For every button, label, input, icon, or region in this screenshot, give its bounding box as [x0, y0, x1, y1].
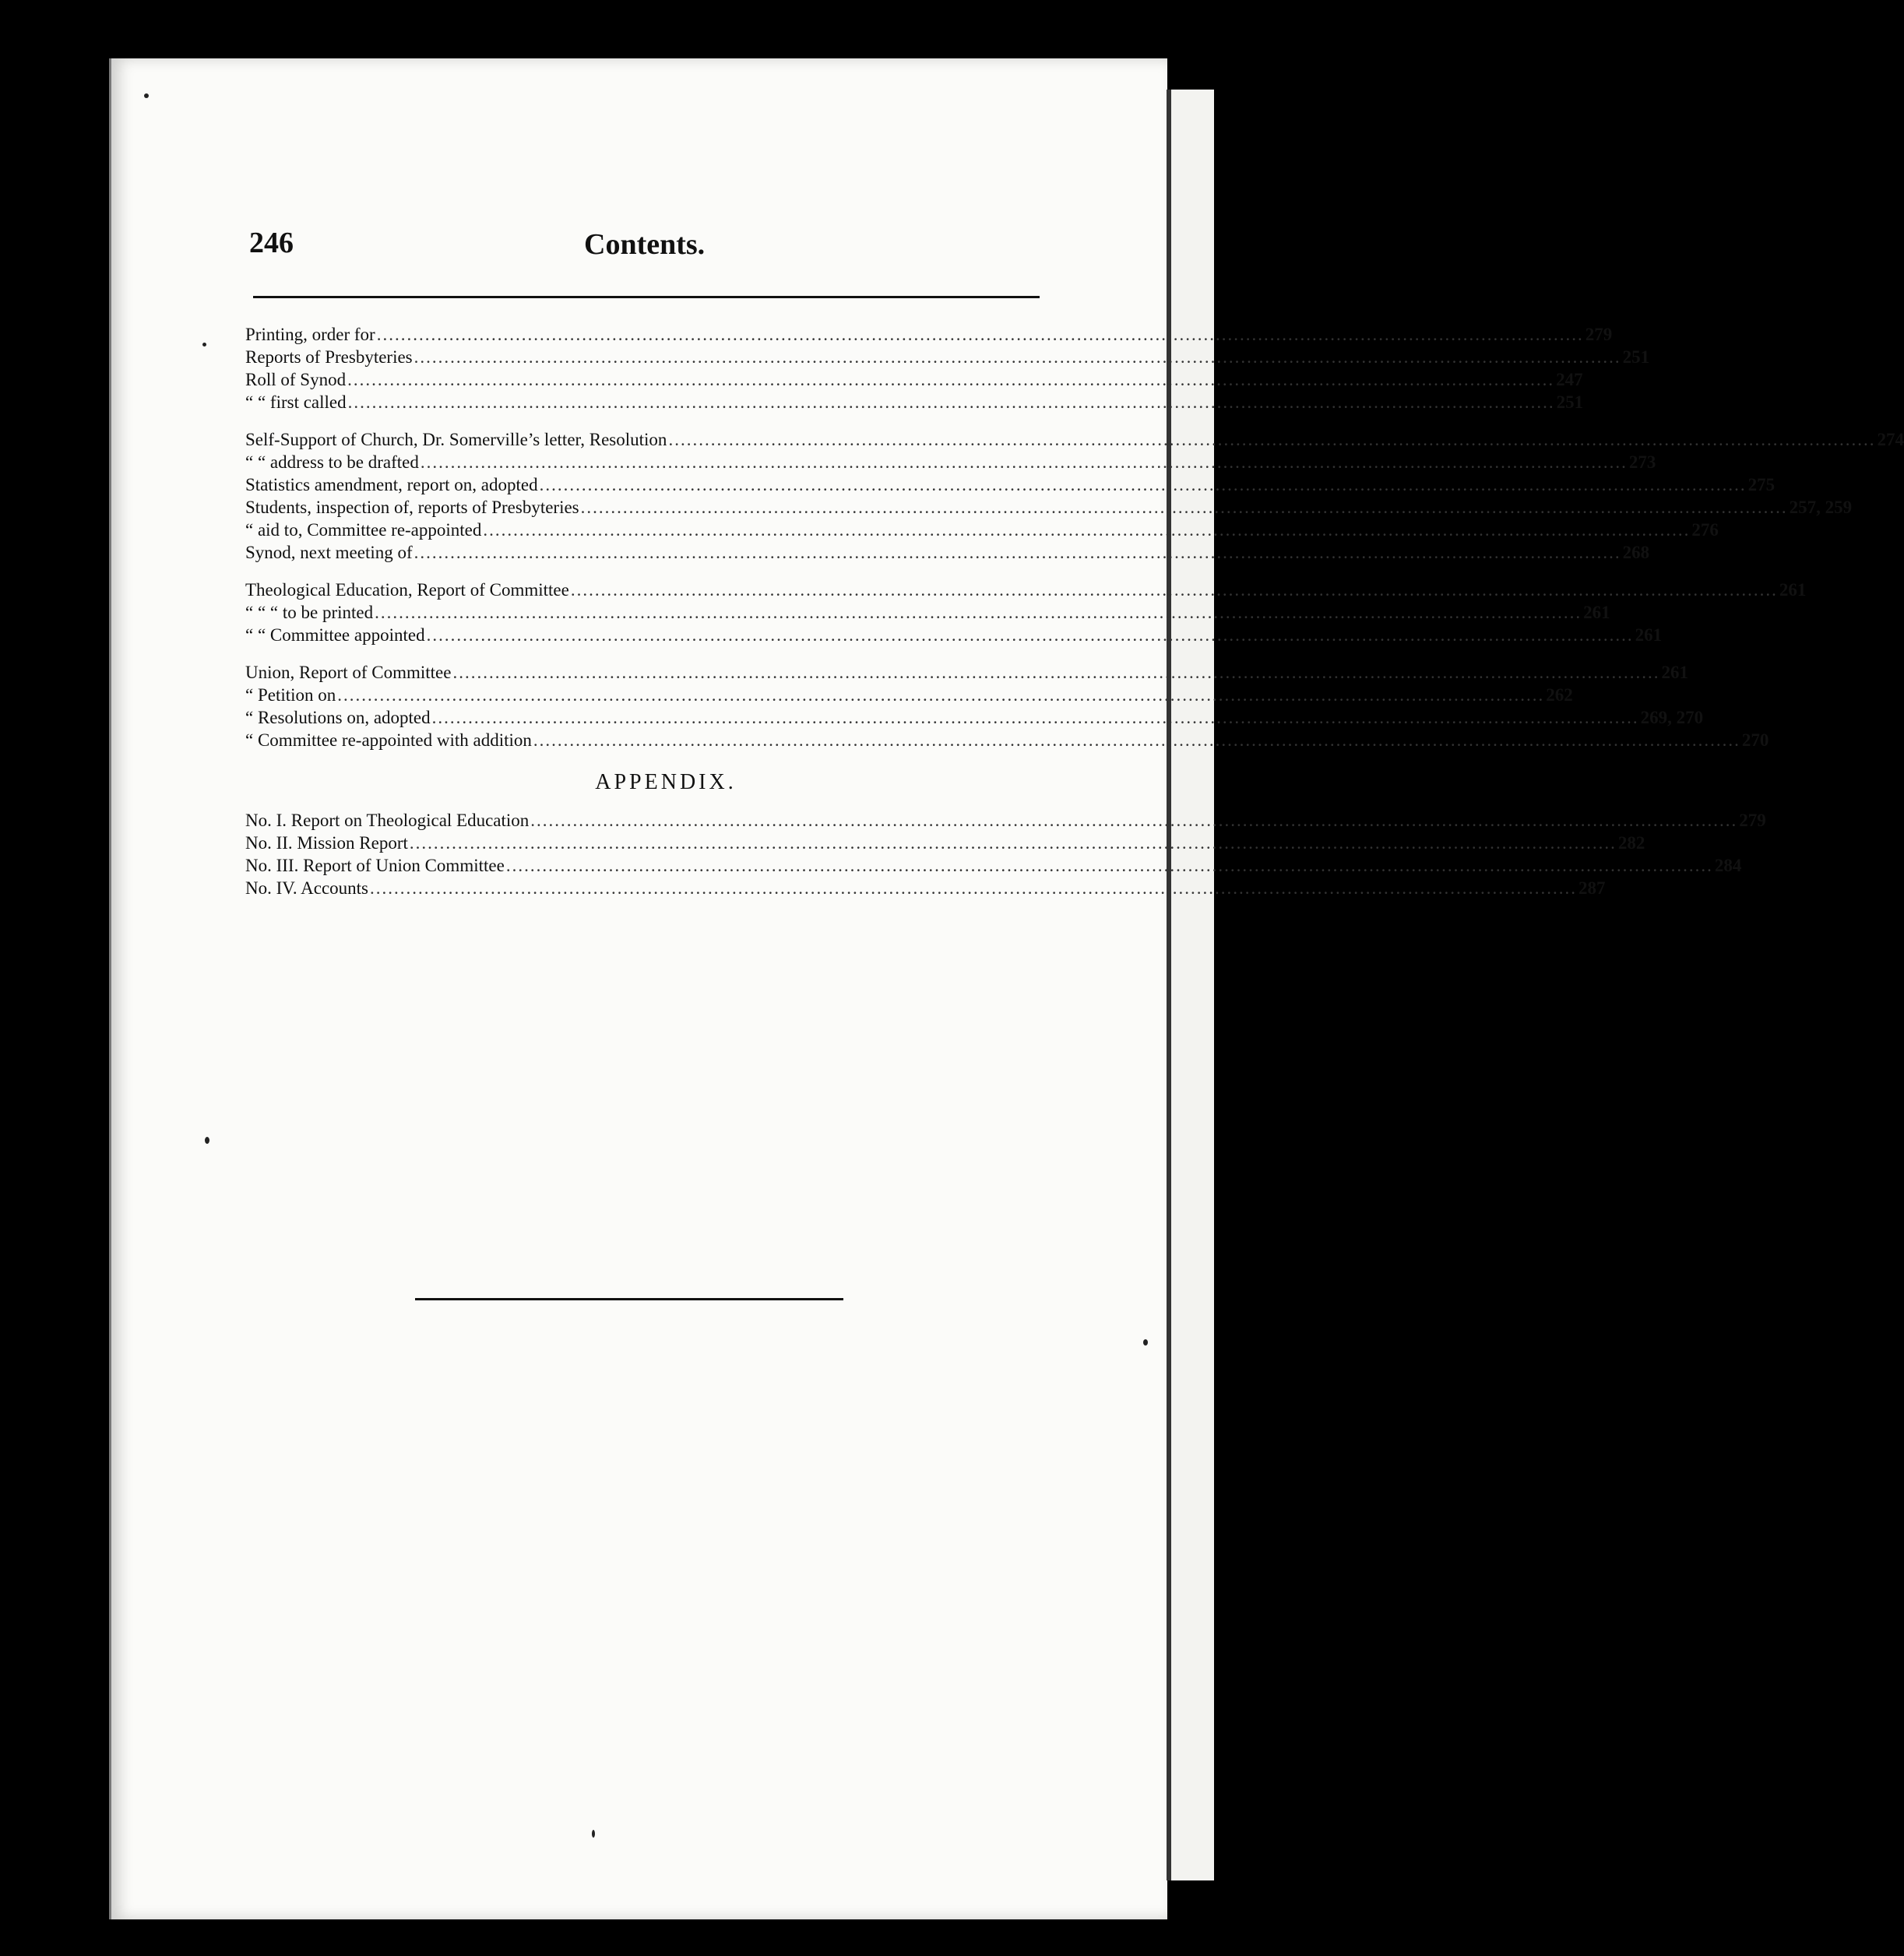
contents-entry [245, 809, 1766, 832]
contents-entry [245, 519, 1719, 541]
contents-group [245, 323, 1650, 413]
contents-group [245, 579, 1807, 646]
entry-page-number: 247 [1556, 370, 1583, 389]
entry-label: “ “ first called [245, 392, 347, 412]
entry-page-number: 284 [1714, 856, 1742, 875]
entry-label: Self-Support of Church, Dr. Somerville’s letter, Resolution [245, 430, 667, 449]
entry-page-number: 270 [1741, 730, 1769, 750]
entry-label: No. III. Report of Union Committee [245, 856, 505, 875]
dot-leader: ........................................................................................................................................................................................................ [483, 520, 1691, 540]
entry-label: “ Petition on [245, 685, 336, 705]
entry-page-number: 275 [1747, 475, 1776, 494]
dot-leader: ........................................................................................................................................................................................................ [409, 833, 1617, 853]
entry-page-number: 282 [1617, 833, 1645, 853]
entry-page-number: 261 [1583, 603, 1610, 622]
contents-entry [245, 346, 1650, 368]
page-title: Contents. [584, 228, 706, 261]
entry-label: “ Resolutions on, adopted [245, 708, 431, 727]
entry-label: Statistics amendment, report on, adopted [245, 475, 538, 494]
dot-leader: ........................................................................................................................................................................................................ [370, 878, 1578, 898]
entry-page-number: 261 [1779, 580, 1807, 600]
dot-leader: ........................................................................................................................................................................................................ [337, 685, 1545, 705]
entry-label: “ “ Committee appointed [245, 625, 425, 645]
ink-speck [205, 1137, 209, 1144]
dot-leader: ........................................................................................................................................................................................................ [533, 730, 1740, 750]
entry-label: No. IV. Accounts [245, 878, 369, 898]
contents-entry [245, 706, 1704, 729]
contents-entry [245, 729, 1769, 751]
header-rule [253, 296, 1040, 298]
appendix-heading: APPENDIX. [595, 770, 737, 794]
contents-entry [245, 473, 1776, 496]
table-of-contents [245, 323, 1904, 899]
contents-entry [245, 877, 1606, 899]
contents-entry [245, 684, 1573, 706]
contents-entry [245, 496, 1853, 519]
contents-entry [245, 368, 1583, 391]
appendix-entries [245, 809, 1766, 899]
entry-label: “ “ address to be drafted [245, 452, 419, 472]
dot-leader: ........................................................................................................................................................................................................ [347, 392, 1555, 412]
entry-label: No. I. Report on Theological Education [245, 811, 530, 830]
dot-leader: ........................................................................................................................................................................................................ [570, 580, 1778, 600]
entry-label: Synod, next meeting of [245, 543, 413, 562]
contents-group [245, 661, 1769, 751]
dot-leader: ........................................................................................................................................................................................................ [668, 430, 1876, 449]
entry-label: “ Committee re-appointed with addition [245, 730, 532, 750]
ink-speck [1143, 1339, 1148, 1346]
dot-leader: ........................................................................................................................................................................................................ [452, 663, 1660, 682]
entry-label: “ aid to, Committee re-appointed [245, 520, 482, 540]
entry-page-number: 279 [1739, 811, 1766, 830]
entry-label: No. II. Mission Report [245, 833, 408, 853]
entry-page-number: 287 [1578, 878, 1606, 898]
entry-label: Union, Report of Committee [245, 663, 452, 682]
contents-entry [245, 661, 1688, 684]
contents-entry [245, 579, 1807, 601]
entry-label: Printing, order for [245, 325, 375, 344]
entry-page-number: 273 [1628, 452, 1656, 472]
entry-page-number: 257, 259 [1789, 498, 1853, 517]
entry-page-number: 276 [1691, 520, 1719, 540]
entry-page-number: 274 [1877, 430, 1904, 449]
entry-label: Reports of Presbyteries [245, 347, 413, 367]
entry-page-number: 261 [1635, 625, 1663, 645]
contents-entry [245, 323, 1613, 346]
dot-leader: ........................................................................................................................................................................................................ [347, 370, 1555, 389]
contents-entry [245, 451, 1656, 473]
entry-page-number: 268 [1622, 543, 1650, 562]
contents-entry [245, 624, 1663, 646]
page-header [249, 226, 1040, 273]
dot-leader: ........................................................................................................................................................................................................ [376, 325, 1584, 344]
entry-label: Students, inspection of, reports of Presbyteries [245, 498, 579, 517]
entry-label: Theological Education, Report of Committee [245, 580, 569, 600]
dot-leader: ........................................................................................................................................................................................................ [420, 452, 1628, 472]
dot-leader: ........................................................................................................................................................................................................ [539, 475, 1747, 494]
dot-leader: ........................................................................................................................................................................................................ [414, 543, 1621, 562]
dot-leader: ........................................................................................................................................................................................................ [505, 856, 1713, 875]
contents-entry [245, 391, 1584, 413]
entry-page-number: 269, 270 [1640, 708, 1704, 727]
page-number: 246 [249, 227, 294, 259]
dot-leader: ........................................................................................................................................................................................................ [414, 347, 1621, 367]
contents-entry [245, 541, 1650, 564]
dot-leader: ........................................................................................................................................................................................................ [580, 498, 1788, 517]
entry-page-number: 251 [1556, 392, 1584, 412]
contents-entry [245, 832, 1645, 854]
dot-leader: ........................................................................................................................................................................................................ [431, 708, 1639, 727]
end-rule [415, 1298, 843, 1300]
dot-leader: ........................................................................................................................................................................................................ [530, 811, 1738, 830]
contents-entry [245, 601, 1610, 624]
ink-speck [202, 343, 206, 347]
entry-label: Roll of Synod [245, 370, 347, 389]
contents-entry [245, 854, 1742, 877]
contents-groups [245, 323, 1904, 751]
entry-page-number: 279 [1585, 325, 1613, 344]
dot-leader: ........................................................................................................................................................................................................ [426, 625, 1634, 645]
ink-speck [592, 1830, 595, 1838]
contents-entry [245, 428, 1904, 451]
dot-leader: ........................................................................................................................................................................................................ [375, 603, 1582, 622]
entry-label: “ “ “ to be printed [245, 603, 374, 622]
entry-page-number: 261 [1661, 663, 1688, 682]
ink-speck [144, 93, 149, 98]
contents-group [245, 428, 1904, 564]
entry-page-number: 262 [1546, 685, 1573, 705]
entry-page-number: 251 [1622, 347, 1650, 367]
